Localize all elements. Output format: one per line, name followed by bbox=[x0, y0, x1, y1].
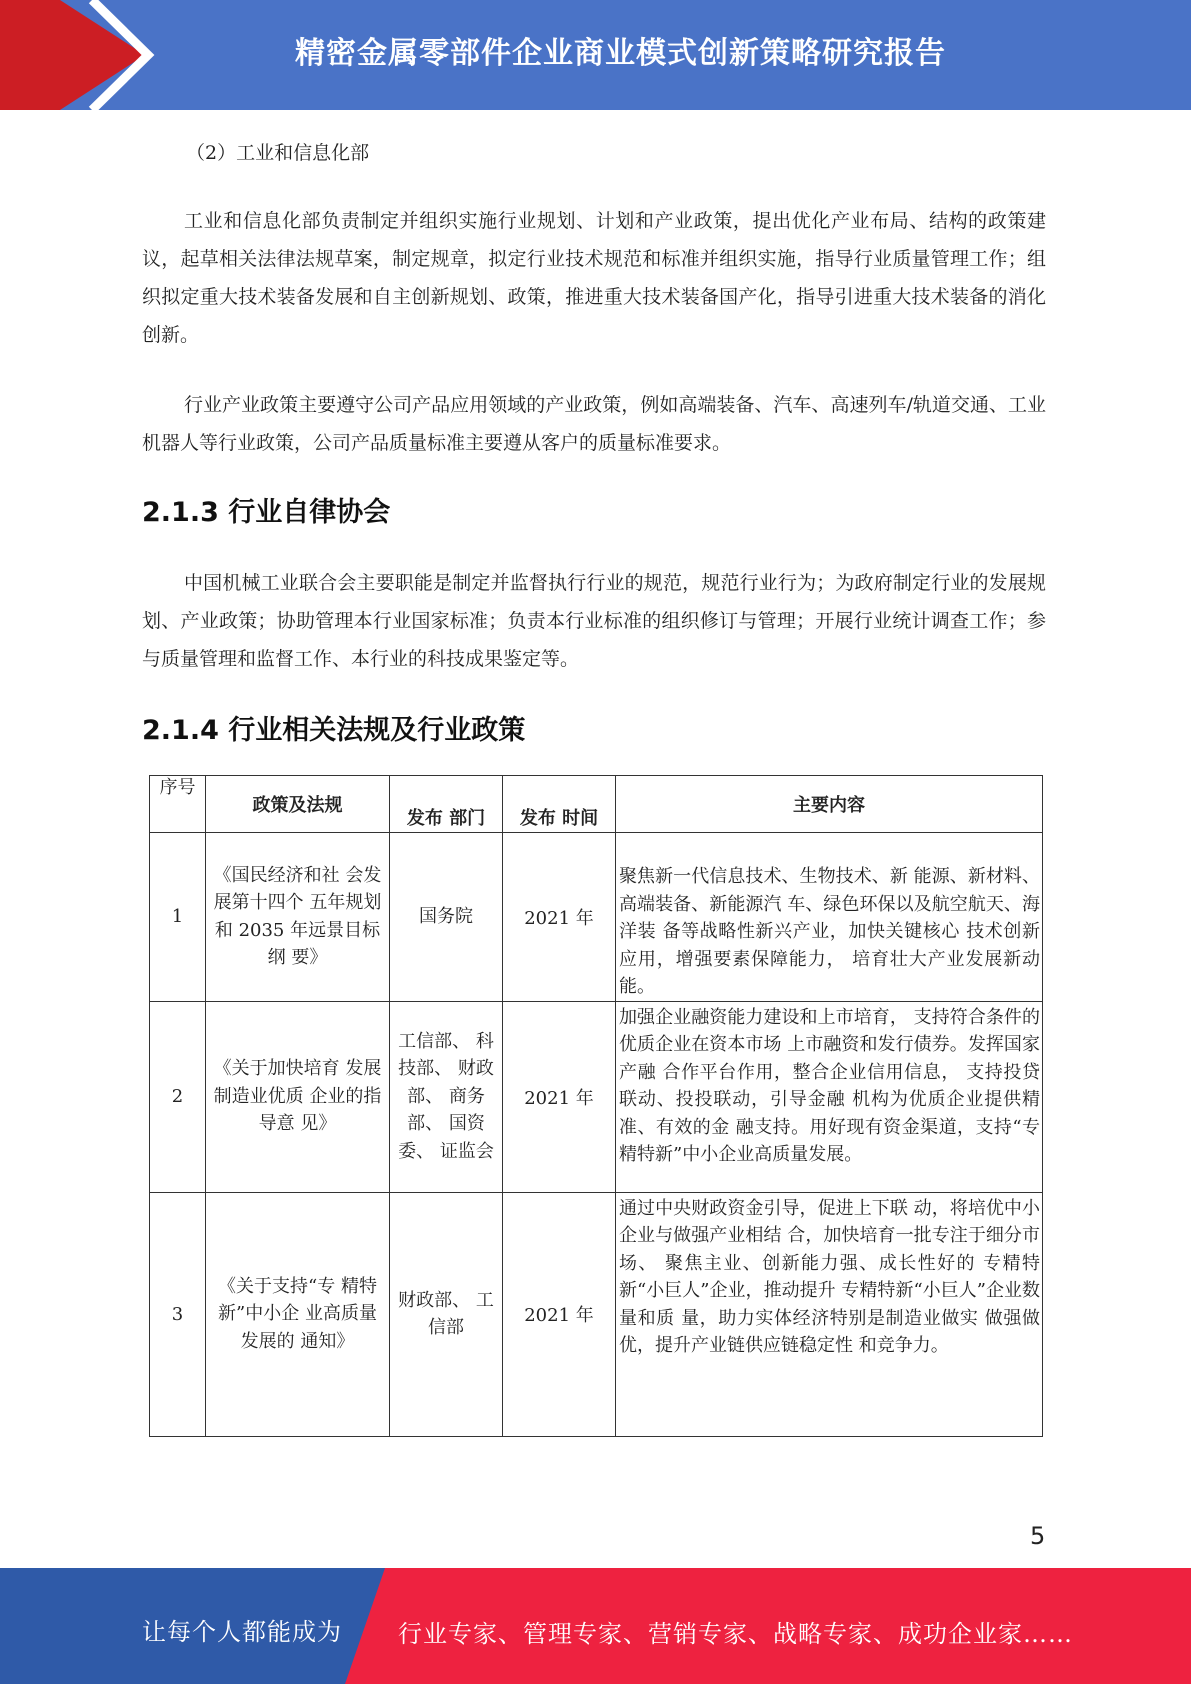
issuing-department: 国务院 bbox=[390, 833, 503, 1002]
row-number: 3 bbox=[150, 1192, 206, 1436]
footer-slogan-left: 让每个人都能成为 bbox=[142, 1618, 342, 1646]
policy-name: 《国民经济和社 会发展第十四个 五年规划和 2035 年远景目标纲 要》 bbox=[206, 833, 390, 1002]
paragraph-association: 中国机械工业联合会主要职能是制定并监督执行行业的规范，规范行业行为；为政府制定行业的发展规划、产业政策；协助管理本行业国家标准；负责本行业标准的组织修订与管理；开展行业统计调查工作；参与质量管理和监督工作、本行业的科技成果鉴定等。 bbox=[142, 572, 1046, 670]
subsection-label: （2）工业和信息化部 bbox=[186, 142, 370, 164]
heading-2-1-4: 2.1.4 行业相关法规及行业政策 bbox=[142, 715, 526, 746]
paragraph-block bbox=[142, 564, 1046, 678]
table-header-row bbox=[150, 776, 1043, 833]
policy-table bbox=[149, 775, 1043, 1437]
main-content: 加强企业融资能力建设和上市培育， 支持符合条件的优质企业在资本市场 上市融资和发行债券。发挥国家产融 合作平台作用，整合企业信用信息， 支持投贷联动、投投联动，引导金融 机构为优质企业提供精准、有效的金 融支持。用好现有资金渠道，支持“专精特新”中小企业高质量发展。 bbox=[616, 1001, 1043, 1192]
report-title: 精密金属零部件企业商业模式创新策略研究报告 bbox=[295, 36, 946, 71]
heading-block bbox=[142, 490, 1046, 529]
page-header bbox=[0, 0, 1191, 110]
paragraph-miit: 工业和信息化部负责制定并组织实施行业规划、计划和产业政策，提出优化产业布局、结构的政策建议，起草相关法律法规草案，制定规章，拟定行业技术规范和标准并组织实施，指导行业质量管理工作；组织拟定重大技术装备发展和自主创新规划、政策，推进重大技术装备国产化，指导引进重大技术装备的消化创新。 bbox=[142, 210, 1046, 346]
heading-2-1-3: 2.1.3 行业自律协会 bbox=[142, 497, 391, 528]
page-number: 5 bbox=[1030, 1522, 1046, 1550]
header-content: 主要内容 bbox=[616, 776, 1043, 833]
issue-time: 2021 年 bbox=[503, 833, 616, 1002]
header-dept: 发布 部门 bbox=[390, 776, 503, 833]
header-policy: 政策及法规 bbox=[206, 776, 390, 833]
header-time: 发布 时间 bbox=[503, 776, 616, 833]
header-no: 序号 bbox=[150, 776, 206, 833]
paragraph-block bbox=[142, 202, 1046, 354]
main-content: 通过中央财政资金引导，促进上下联 动，将培优中小企业与做强产业相结 合，加快培育一批专注于细分市场、 聚焦主业、创新能力强、成长性好的 专精特新“小巨人”企业，推动提升 专精特新“小巨人”企业数量和质 量，助力实体经济特别是制造业做实 做强做优，提升产业链供应链稳定性 和竞争力。 bbox=[616, 1192, 1043, 1436]
issue-time: 2021 年 bbox=[503, 1192, 616, 1436]
paragraph-block bbox=[142, 386, 1046, 462]
issuing-department: 财政部、 工信部 bbox=[390, 1192, 503, 1436]
row-number: 2 bbox=[150, 1001, 206, 1192]
policy-name: 《关于支持“专 精特新”中小企 业高质量发展的 通知》 bbox=[206, 1192, 390, 1436]
main-content: 聚焦新一代信息技术、生物技术、新 能源、新材料、高端装备、新能源汽 车、绿色环保以及航空航天、海洋装 备等战略性新兴产业，加快关键核心 技术创新应用，增强要素保障能力， 培育壮大产业发展新动能。 bbox=[616, 833, 1043, 1002]
issue-time: 2021 年 bbox=[503, 1001, 616, 1192]
footer-slogan-right: 行业专家、管理专家、营销专家、战略专家、成功企业家…… bbox=[398, 1620, 1073, 1648]
policy-name: 《关于加快培育 发展制造业优质 企业的指导意 见》 bbox=[206, 1001, 390, 1192]
table-row bbox=[150, 833, 1043, 1002]
issuing-department: 工信部、 科技部、 财政部、 商务部、 国资委、 证监会 bbox=[390, 1001, 503, 1192]
row-number: 1 bbox=[150, 833, 206, 1002]
heading-block bbox=[142, 708, 1046, 747]
table-row bbox=[150, 1001, 1043, 1192]
subsection-label-block bbox=[142, 138, 1046, 165]
paragraph-industry-policy: 行业产业政策主要遵守公司产品应用领域的产业政策，例如高端装备、汽车、高速列车/轨道交通、工业机器人等行业政策，公司产品质量标准主要遵从客户的质量标准要求。 bbox=[142, 394, 1046, 454]
table-row bbox=[150, 1192, 1043, 1436]
